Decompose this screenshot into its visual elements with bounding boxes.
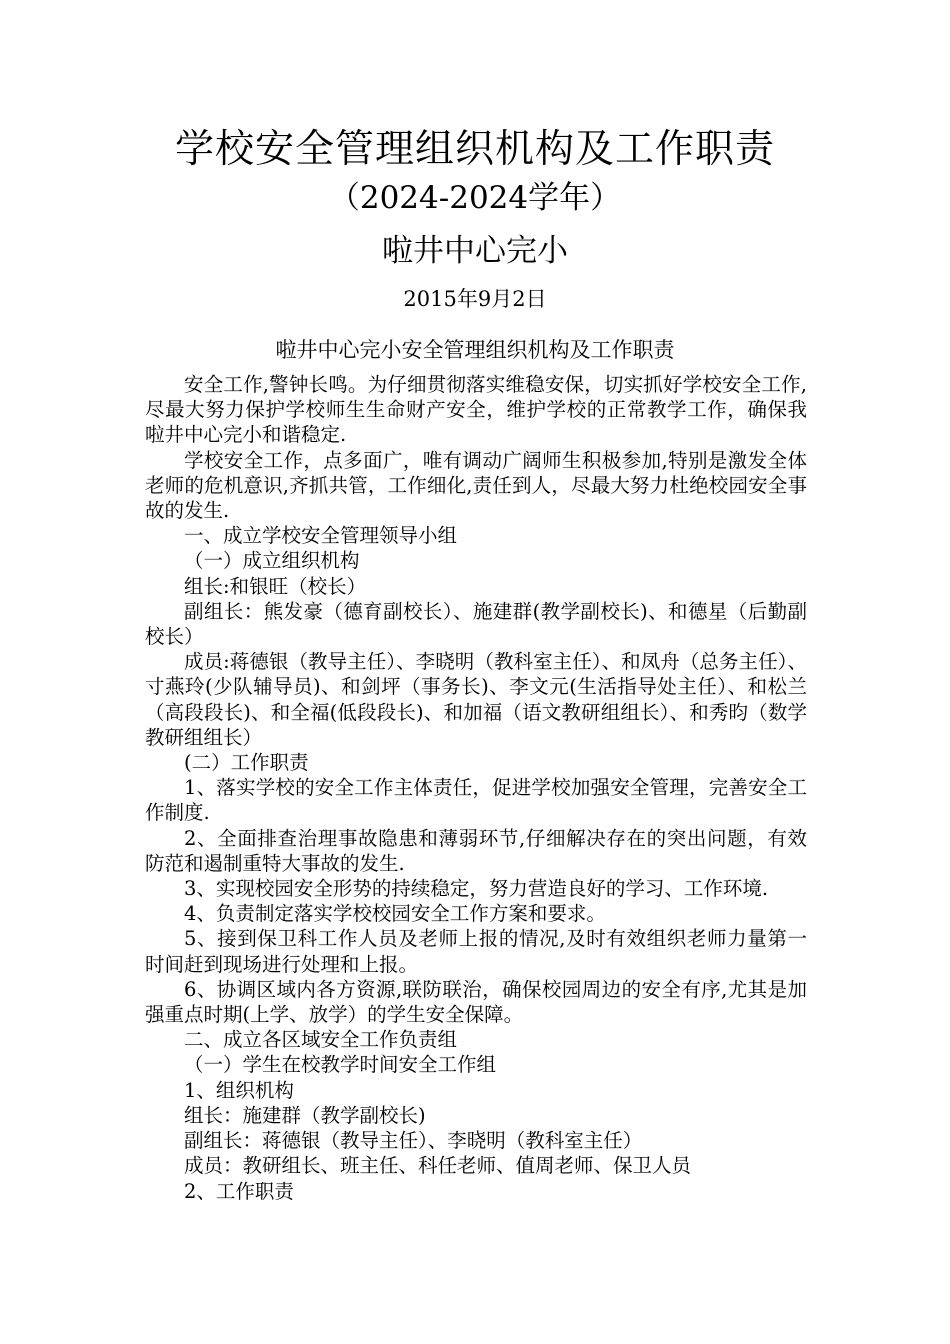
- list-item: 1、落实学校的安全工作主体责任，促进学校加强安全管理，完善安全工作制度.: [145, 776, 807, 825]
- paragraph: 成员:蒋德银（教导主任）、李晓明（教科室主任）、和凤舟（总务主任）、寸燕玲(少队辅导员)、和剑坪（事务长)、李文元(生活指导处主任）、和松兰（高段段长)、和全福(低段段长)、和加福（语文教研组组长）、和秀昀（数学教研组组长）: [145, 650, 807, 749]
- document-title: 学校安全管理组织机构及工作职责: [174, 127, 775, 172]
- paragraph: 2、工作职责: [184, 1179, 294, 1203]
- paragraph: 1、组织机构: [184, 1078, 294, 1102]
- list-item: 2、全面排查治理事故隐患和薄弱环节,仔细解决存在的突出问题，有效防范和遏制重特大事故的发生.: [145, 826, 807, 875]
- section-heading: 一、成立学校安全管理领导小组: [184, 524, 458, 548]
- list-item: 4、负责制定落实学校校园安全工作方案和要求。: [184, 902, 606, 926]
- document-date: 2015年9月2日: [403, 287, 547, 311]
- subsection-heading: （一）学生在校教学时间安全工作组: [184, 1053, 497, 1077]
- paragraph: 学校安全工作，点多面广，唯有调动广阔师生积极参加,特别是激发全体老师的危机意识,齐抓共管，工作细化,责任到人，尽最大努力杜绝校园安全事故的发生.: [145, 448, 807, 523]
- section-title: 啦井中心完小安全管理组织机构及工作职责: [275, 338, 675, 362]
- section-heading: 二、成立各区域安全工作负责组: [184, 1028, 458, 1052]
- list-item: 3、实现校园安全形势的持续稳定，努力营造良好的学习、工作环境.: [184, 877, 769, 901]
- document-body: [145, 372, 807, 1204]
- paragraph: 副组长：熊发豪（德育副校长）、施建群(教学副校长)、和德星（后勤副校长）: [145, 599, 807, 649]
- list-item: 5、接到保卫科工作人员及老师上报的情况,及时有效组织老师力量第一时间赶到现场进行处理和上报。: [145, 927, 807, 976]
- paragraph: 成员：教研组长、班主任、科任老师、值周老师、保卫人员: [184, 1154, 692, 1178]
- school-name: 啦井中心完小: [382, 233, 568, 269]
- school-year-subtitle: （2024-2024学年）: [328, 180, 622, 216]
- paragraph: 组长：施建群（教学副校长): [184, 1103, 426, 1127]
- subsection-heading: （一）成立组织机构: [184, 549, 360, 573]
- paragraph: 组长:和银旺（校长）: [184, 574, 367, 598]
- list-item: 6、协调区域内各方资源,联防联治，确保校园周边的安全有序,尤其是加强重点时期(上学、放学）的学生安全保障。: [145, 977, 807, 1027]
- subsection-heading: (二）工作职责: [184, 751, 309, 775]
- paragraph: 副组长：蒋德银（教导主任）、李晓明（教科室主任）: [184, 1129, 643, 1153]
- paragraph: 安全工作,警钟长鸣。为仔细贯彻落实维稳安保，切实抓好学校安全工作,尽最大努力保护学校师生生命财产安全，维护学校的正常教学工作，确保我啦井中心完小和谐稳定.: [145, 373, 807, 447]
